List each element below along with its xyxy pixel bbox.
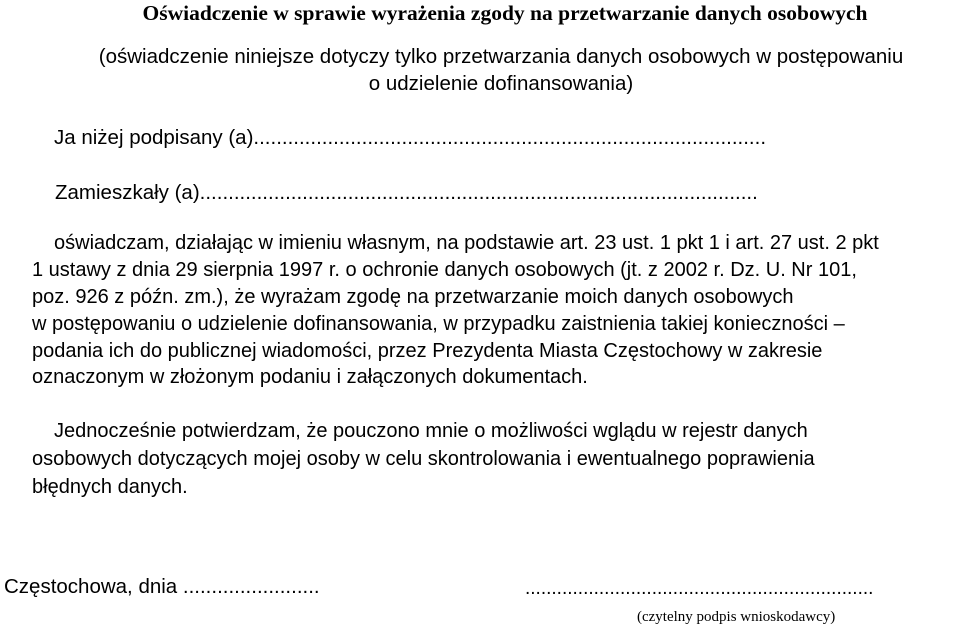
document-note-line: (oświadczenie niniejsze dotyczy tylko przetwarzania danych osobowych w postępowaniu: [98, 45, 904, 68]
place-date-line: Częstochowa, dnia ........................: [4, 575, 320, 598]
document-title: Oświadczenie w sprawie wyrażenia zgody na przetwarzanie danych osobowych: [142, 1, 868, 25]
signature-line: ..................................................................: [525, 578, 874, 599]
statement-line: poz. 926 z późn. zm.), że wyrażam zgodę na przetwarzanie moich danych osobowych: [32, 286, 794, 308]
signature-caption: (czytelny podpis wnioskodawcy): [637, 609, 836, 625]
name-field-line: Ja niżej podpisany (a)..........................................................................................: [54, 126, 767, 149]
statement-line: oświadczam, działając w imieniu własnym, na podstawie art. 23 ust. 1 pkt 1 i art. 27 ust. 2 pkt: [54, 232, 879, 254]
confirmation-line: błędnych danych.: [32, 476, 188, 498]
document-note-line: o udzielenie dofinansowania): [368, 72, 634, 95]
confirmation-line: osobowych dotyczących mojej osoby w celu skontrolowania i ewentualnego poprawienia: [32, 448, 815, 470]
statement-line: oznaczonym w złożonym podaniu i załączonych dokumentach.: [32, 366, 588, 388]
confirmation-line: Jednocześnie potwierdzam, że pouczono mnie o możliwości wglądu w rejestr danych: [54, 420, 808, 442]
address-field-line: Zamieszkały (a)..................................................................................................: [55, 181, 758, 204]
statement-line: w postępowaniu o udzielenie dofinansowania, w przypadku zaistnienia takiej konieczności –: [32, 313, 845, 335]
statement-line: podania ich do publicznej wiadomości, przez Prezydenta Miasta Częstochowy w zakresie: [32, 340, 823, 362]
statement-line: 1 ustawy z dnia 29 sierpnia 1997 r. o ochronie danych osobowych (jt. z 2002 r. Dz. U. Nr 101,: [32, 259, 857, 281]
